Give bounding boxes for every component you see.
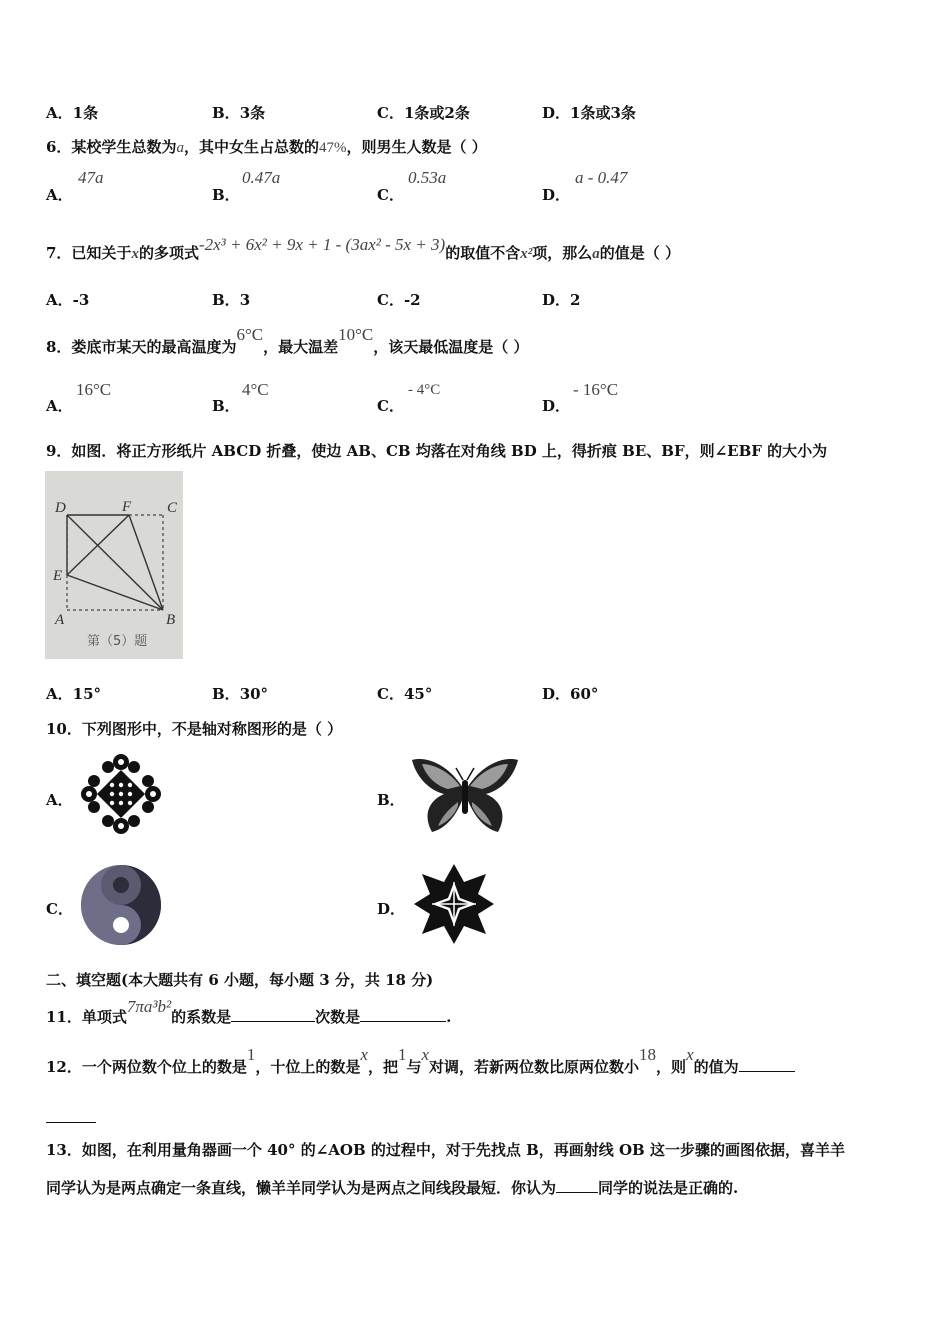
q12-blank-continuation[interactable] (46, 1122, 96, 1123)
q8-option-d-letter: D． (542, 397, 571, 415)
q9-option-a: A．15° (46, 685, 102, 703)
label-c: C (167, 500, 178, 516)
figure-caption: 第（5）题 (87, 634, 148, 649)
q8-option-c-letter: C． (377, 397, 404, 415)
q6-option-d-expr: a - 0.47 (575, 168, 628, 187)
label-d: D (55, 500, 66, 516)
q5-option-a: A．1条 (46, 104, 99, 122)
q9-figure (45, 471, 183, 659)
q5-option-b: B．3条 (212, 104, 266, 122)
q8-option-d-expr: - 16°C (573, 380, 619, 399)
label-b: B (166, 612, 176, 628)
q6-option-a-letter: A． (46, 186, 73, 204)
square-fold-diagram (45, 471, 183, 659)
q6-option-d-letter: D． (542, 186, 571, 204)
q9-stem: 9．如图．将正方形纸片 ABCD 折叠，使边 AB、CB 均落在对角线 BD 上，得折痕 BE、BF，则∠EBF 的大小为 (46, 442, 828, 460)
star-pattern-icon (412, 862, 496, 946)
q11-stem: 11．单项式7πa³b²的系数是 次数是 . (46, 997, 452, 1026)
q6-stem: 6．某校学生总数为a，其中女生占总数的47%，则男生人数是（ ） (46, 138, 487, 156)
q8-option-a-letter: A． (46, 397, 73, 415)
yin-yang-icon (80, 864, 162, 946)
q10-stem: 10．下列图形中，不是轴对称图形的是（ ） (46, 720, 343, 738)
q10-option-b-letter: B． (377, 791, 405, 809)
q7-stem: 7．已知关于x的多项式-2x³ + 6x² + 9x + 1 - (3ax² - 5x + 3)的取值不含x²项，那么a的值是（ ） (46, 235, 680, 262)
q10-option-d-letter: D． (377, 900, 406, 918)
q9-option-b: B．30° (212, 685, 269, 703)
q8-option-a-expr: 16°C (76, 380, 112, 399)
q6-option-c-letter: C． (377, 186, 404, 204)
q13-line-2: 同学认为是两点确定一条直线，懒羊羊同学认为是两点之间线段最短．你认为 同学的说法是正确的. (46, 1179, 739, 1197)
q13-blank[interactable] (556, 1178, 598, 1193)
q12-stem: 12．一个两位数个位上的数是1，十位上的数是x，把1与x对调，若新两位数比原两位数小18，则x的值为 (46, 1056, 795, 1077)
q9-option-d: D．60° (542, 685, 599, 703)
section-title: 二、填空题(本大题共有 6 小题，每小题 3 分，共 18 分) (46, 971, 434, 989)
q6-option-c-expr: 0.53a (408, 168, 447, 187)
q7-option-d: D．2 (542, 291, 581, 309)
q11-blank-degree[interactable] (360, 1007, 446, 1022)
q8-option-c-expr: - 4°C (408, 382, 441, 398)
q8-option-b-letter: B． (212, 397, 240, 415)
butterfly-icon (408, 756, 522, 836)
q7-option-b: B．3 (212, 291, 251, 309)
q12-blank[interactable] (739, 1057, 795, 1072)
q9-option-c: C．45° (377, 685, 433, 703)
q8-option-b-expr: 4°C (242, 380, 269, 399)
q10-option-a-letter: A． (46, 791, 73, 809)
label-e: E (53, 568, 63, 584)
q7-option-a: A．-3 (46, 291, 90, 309)
label-f: F (122, 499, 132, 515)
chinese-knot-icon (80, 753, 162, 835)
q6-option-b-expr: 0.47a (242, 168, 281, 187)
q11-blank-coefficient[interactable] (231, 1007, 315, 1022)
q10-option-c-letter: C． (46, 900, 73, 918)
q13-line-1: 13．如图，在利用量角器画一个 40° 的∠AOB 的过程中，对于先找点 B，再画射线 OB 这一步骤的画图依据，喜羊羊 (46, 1141, 845, 1159)
q5-option-c: C．1条或2条 (377, 104, 470, 122)
q6-option-b-letter: B． (212, 186, 240, 204)
q5-option-d: D．1条或3条 (542, 104, 636, 122)
q6-option-a-expr: 47a (78, 168, 104, 187)
label-a: A (55, 612, 65, 628)
q7-option-c: C．-2 (377, 291, 421, 309)
q8-stem: 8．娄底市某天的最高温度为6°C，最大温差10°C，该天最低温度是（ ） (46, 325, 529, 356)
